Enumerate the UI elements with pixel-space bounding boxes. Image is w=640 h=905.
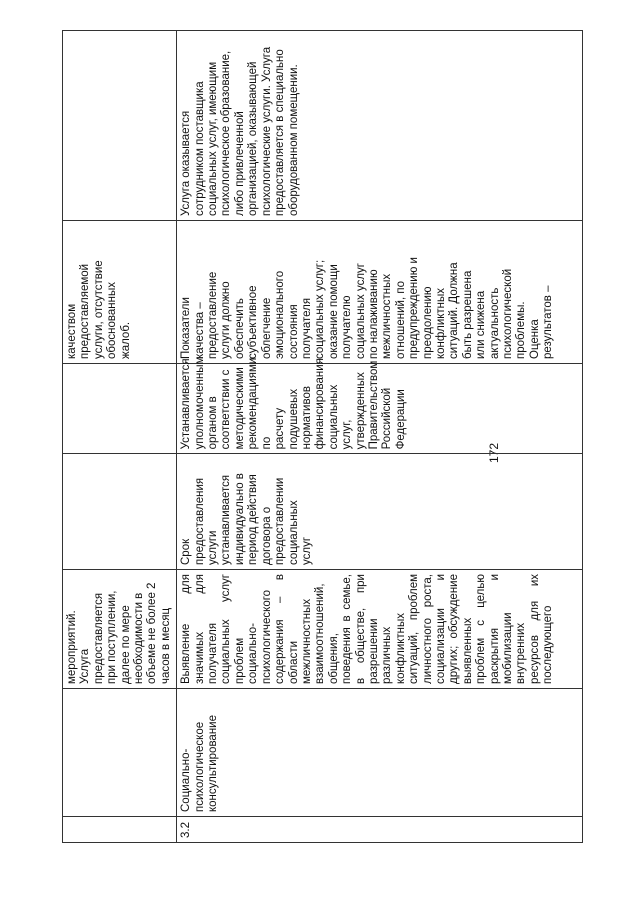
nested-term-rate <box>63 364 176 569</box>
cell-service-content: мероприятий. Услуга предоставляется при поступлении, далее по мере необходимости в объеме не более 2 часов в месяц <box>63 570 177 689</box>
cell-term-and-rate <box>177 356 583 570</box>
nested-term-rate <box>177 356 582 569</box>
cell-service-content: Выявление для значимых для получателя социальных услуг проблем социально-психологического содержания – в области межличностных взаимоотношений, общения, поведения в семье, в обществе, при разрешении различных конфликтных ситуаций, проблем личностного роста, социализации и других; обсуждение выявленных проблем с целью раскрытия и мобилизации внутренних ресурсов для их последующего <box>177 570 583 689</box>
cell-service-name: Социально- психологическое консультирование <box>177 689 583 817</box>
table-row <box>177 31 583 843</box>
page-number: 172 <box>487 442 501 464</box>
cell-term-and-rate <box>63 364 177 570</box>
services-table <box>62 30 583 843</box>
table-row <box>63 31 177 843</box>
cell-conditions <box>63 31 177 221</box>
cell-service-name <box>63 689 177 817</box>
cell-number <box>63 817 177 843</box>
cell-number: 3.2 <box>177 817 583 843</box>
cell-quality: качеством предоставляемой услуги, отсутствие обоснованных жалоб. <box>63 221 177 364</box>
rotated-table-container <box>62 31 580 843</box>
cell-term: Срок предоставления услуги устанавливается индивидуально в период действия договора о предоставлении социальных услуг <box>177 454 582 569</box>
cell-rate <box>63 364 176 454</box>
cell-rate: Устанавливается уполномоченным органом в соответствии с методическими рекомендациями по расчету подушевых нормативов финансирования социальных услуг, утвержденных Правительством Российской Федерации <box>180 356 407 450</box>
cell-term <box>63 454 176 569</box>
cell-conditions: Услуга оказывается сотрудником поставщика социальных услуг, имеющим психологическое образование, либо привлеченной организацией, оказывающей психологические услуги. Услуга предоставляется в специально оборудованном помещении. <box>177 31 583 221</box>
cell-quality: Показатели качества – предоставление услуги должно обеспечить субъективное облегчение эмоционального состояния получателя социальных услуг; оказание помощи получателю социальных услуг по налаживанию межличностных отношений, по предупреждению и преодолению конфликтных ситуаций. Должна быть разрешена или снижена актуальность психологической проблемы. Оценка результатов – <box>177 221 583 364</box>
